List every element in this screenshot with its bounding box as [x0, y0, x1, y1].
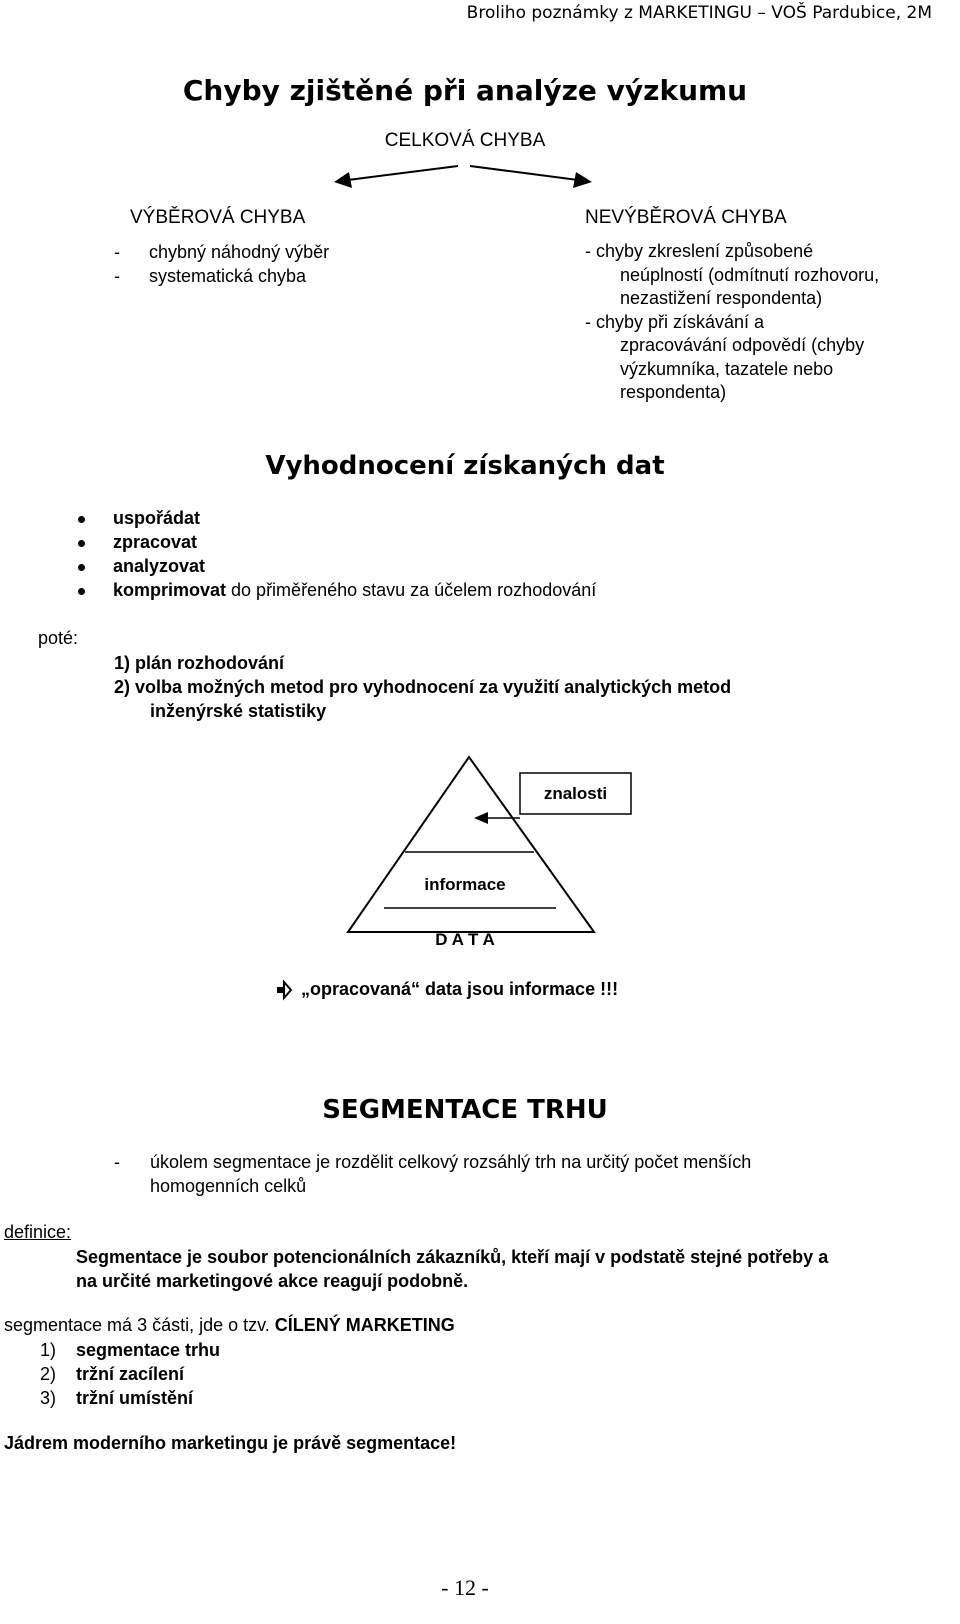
list-item: 2) tržní zacílení: [40, 1364, 185, 1384]
definition-text: [76, 1245, 828, 1293]
list-item: 2) volba možných metod pro vyhodnocení za využití analytických metod: [114, 677, 732, 697]
total-error-label: CELKOVÁ CHYBA: [384, 130, 546, 151]
nonsampling-error-heading: NEVÝBĚROVÁ CHYBA: [585, 207, 787, 228]
pyramid-label-information: informace: [424, 875, 506, 894]
list-item: - chyby zkreslení způsobené: [585, 241, 814, 261]
list-item: 3) tržní umístění: [40, 1388, 194, 1408]
then-label: poté:: [38, 628, 79, 648]
segmentation-task: [114, 1150, 751, 1198]
right-arrow-icon: [277, 982, 291, 998]
page-header: Broliho poznámky z MARKETINGU – VOŠ Pardubice, 2M: [466, 3, 932, 23]
list-item: uspořádat: [78, 506, 596, 530]
page-number: - 12 -: [441, 1575, 489, 1600]
list-item: 1) segmentace trhu: [40, 1340, 221, 1360]
list-item-continuation: výzkumníka, tazatele nebo: [620, 358, 834, 379]
arrow-right-icon: [470, 166, 592, 188]
list-item: - chybný náhodný výběr: [114, 242, 330, 262]
pyramid-label-knowledge: znalosti: [543, 784, 608, 803]
list-item: - úkolem segmentace je rozdělit celkový rozsáhlý trh na určitý počet menších: [114, 1152, 752, 1172]
definition-line: na určité marketingové akce reagují podobně.: [76, 1271, 469, 1291]
list-item: analyzovat: [78, 554, 596, 578]
sampling-error-heading: VÝBĚROVÁ CHYBA: [130, 207, 306, 228]
section-title-errors: Chyby zjištěné při analýze výzkumu: [182, 74, 748, 107]
closing-statement: Jádrem moderního marketingu je právě segmentace!: [4, 1433, 457, 1453]
list-item-continuation: inženýrské statistiky: [150, 701, 327, 721]
arrow-left-icon: [334, 166, 458, 188]
evaluation-bullet-list: [78, 506, 596, 602]
parts-list: [40, 1338, 220, 1410]
list-item-continuation: respondenta): [620, 382, 727, 402]
nonsampling-error-list: [585, 240, 879, 405]
parts-intro: segmentace má 3 části, jde o tzv. CÍLENÝ MARKETING: [4, 1315, 455, 1335]
list-item: 1) plán rozhodování: [114, 653, 285, 673]
steps-list: [114, 651, 731, 723]
section-title-evaluation: Vyhodnocení získaných dat: [265, 451, 665, 481]
definition-label: definice:: [4, 1222, 72, 1242]
list-item: zpracovat: [78, 530, 596, 554]
sampling-error-list: [114, 240, 329, 288]
list-item-continuation: nezastižení respondenta): [620, 288, 823, 308]
definition-line: Segmentace je soubor potencionálních zákazníků, kteří mají v podstatě stejné potřeby a: [76, 1247, 829, 1267]
list-item: - systematická chyba: [114, 266, 307, 286]
pyramid-label-data: D A T A: [435, 930, 495, 949]
list-item-continuation: neúplností (odmítnutí rozhovoru,: [620, 264, 880, 285]
conclusion-text: „opracovaná“ data jsou informace !!!: [301, 979, 619, 999]
list-item-continuation: zpracovávání odpovědí (chyby: [620, 335, 865, 355]
section-title-segmentation: SEGMENTACE TRHU: [322, 1095, 608, 1125]
list-item-continuation: homogenních celků: [150, 1176, 307, 1196]
list-item: komprimovat do přiměřeného stavu za účelem rozhodování: [78, 578, 596, 602]
list-item: - chyby při získávání a: [585, 311, 765, 332]
